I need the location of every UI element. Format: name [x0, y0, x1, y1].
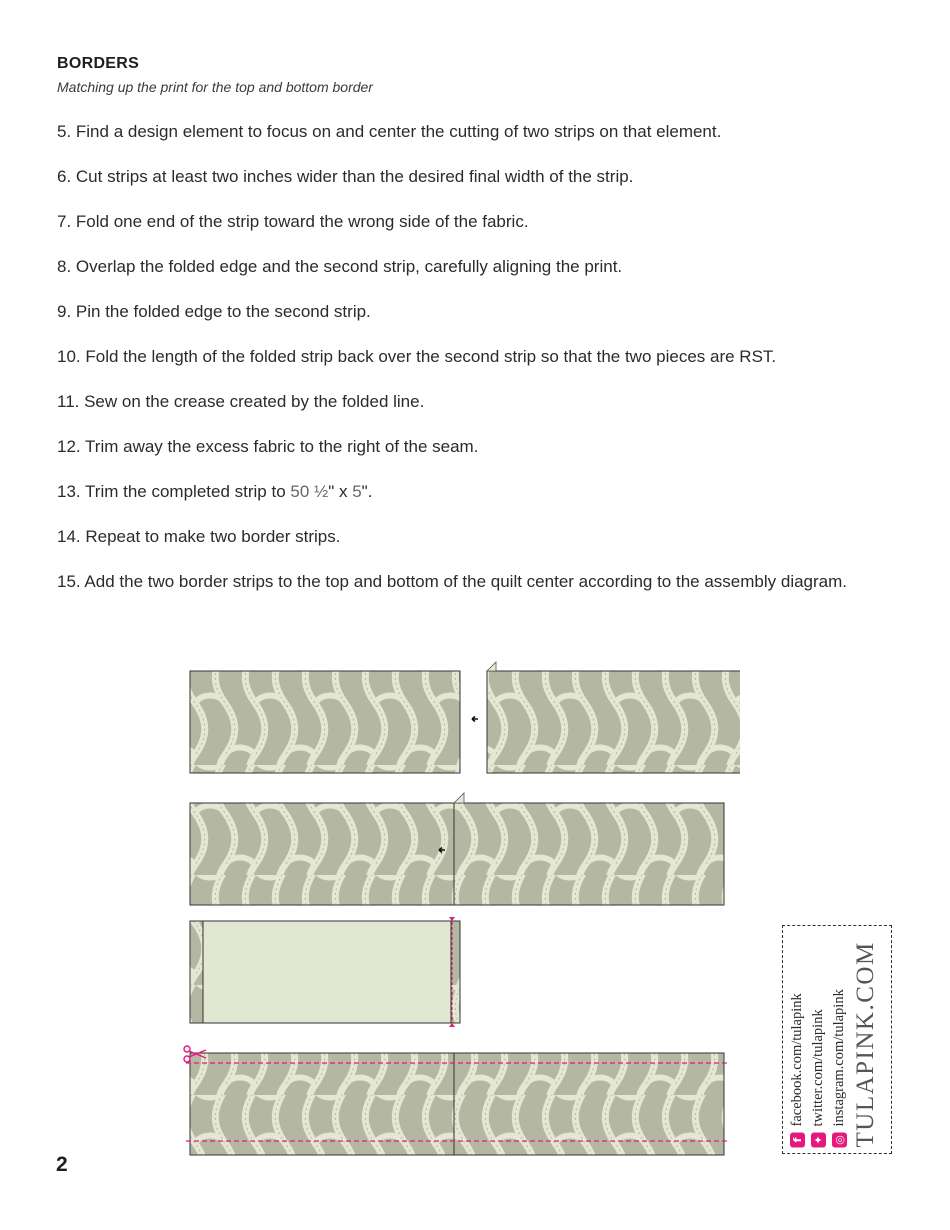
step-13-dimension-a: 50 ½: [290, 482, 329, 501]
step-15: 15. Add the two border strips to the top and bottom of the quilt center according to the assembly diagram.: [57, 572, 848, 591]
step-13-prefix: 13. Trim the completed strip to: [57, 482, 291, 501]
twitter-icon: ✦: [811, 1132, 826, 1147]
diagram-step-trim: [184, 1046, 728, 1155]
step-13: [57, 481, 897, 503]
step-11: 11. Sew on the crease created by the folded line.: [57, 392, 425, 411]
step-13-suffix: ".: [361, 482, 373, 501]
diagram-step-overlap: [190, 793, 724, 905]
fabric-strip-overlap-right: [454, 803, 724, 905]
fold-corner-marker: [454, 793, 464, 803]
page-number: 2: [56, 1153, 68, 1176]
fold-corner-marker: [487, 662, 496, 671]
fabric-strip-left: [190, 671, 460, 773]
social-links-box: [782, 925, 892, 1154]
facebook-link[interactable]: f facebook.com/tulapink: [787, 932, 808, 1147]
step-10: 10. Fold the length of the folded strip back over the second strip so that the two pieces are RST.: [57, 347, 777, 366]
step-13-dimension-b: 5: [352, 482, 362, 501]
section-subtitle: Matching up the print for the top and bottom border: [57, 79, 373, 95]
facebook-icon: f: [790, 1132, 805, 1147]
step-12: 12. Trim away the excess fabric to the right of the seam.: [57, 437, 479, 456]
step-5: 5. Find a design element to focus on and center the cutting of two strips on that element.: [57, 122, 722, 141]
instruction-steps: [57, 121, 897, 616]
instagram-link[interactable]: ◎ instagram.com/tulapink: [829, 932, 850, 1147]
fabric-strip-overlap-left: [190, 803, 454, 905]
fabric-strip-completed-left: [190, 1053, 454, 1155]
border-assembly-diagram: [180, 655, 740, 1165]
step-8: 8. Overlap the folded edge and the second strip, carefully aligning the print.: [57, 257, 623, 276]
fabric-strip-completed-right: [454, 1053, 724, 1155]
fabric-strip-right: [487, 671, 740, 773]
brand-website[interactable]: TULAPINK.COM: [852, 940, 879, 1147]
instagram-icon: ◎: [832, 1132, 847, 1147]
step-14: 14. Repeat to make two border strips.: [57, 527, 341, 546]
step-9: 9. Pin the folded edge to the second strip.: [57, 302, 371, 321]
step-13-mid: " x: [328, 482, 353, 501]
twitter-link[interactable]: ✦ twitter.com/tulapink: [808, 932, 829, 1147]
arrow-left-icon: [472, 717, 478, 722]
diagram-step-fold: [190, 662, 740, 773]
step-7: 7. Fold one end of the strip toward the wrong side of the fabric.: [57, 212, 529, 231]
diagram-step-rst: [190, 917, 460, 1027]
step-6: 6. Cut strips at least two inches wider than the desired final width of the strip.: [57, 167, 634, 186]
section-title: BORDERS: [57, 55, 140, 72]
